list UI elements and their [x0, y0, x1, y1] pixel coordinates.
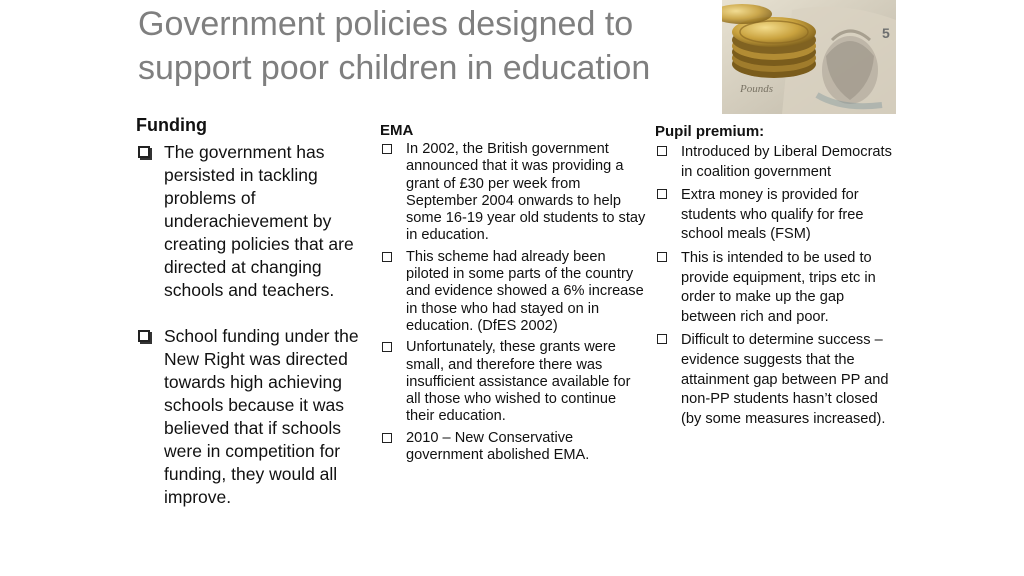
ema-column: [380, 121, 646, 464]
funding-item: [136, 141, 376, 302]
ema-item: [380, 141, 646, 245]
note-text: Pounds: [740, 83, 773, 95]
pupil-premium-item-text: This is intended to be used to provide equipment, trips etc in order to make up the gap between rich and poor.: [681, 249, 876, 325]
square-bullet-icon: [382, 252, 392, 262]
pupil-premium-item: [655, 249, 895, 327]
ema-item-text: 2010 – New Conservative government abolished EMA.: [406, 429, 590, 464]
square-bullet-icon: [657, 334, 667, 344]
ema-item-text: In 2002, the British government announced that it was providing a grant of £30 per week from September 2004 onwards to help some 16-19 year old students to stay in education.: [406, 141, 646, 244]
funding-column: [136, 114, 376, 509]
funding-heading: Funding: [136, 115, 207, 135]
ema-item-text: This scheme had already been piloted in some parts of the country and evidence showed a 6% increase in those who had stayed on in education. (DfES 2002): [406, 248, 644, 334]
square-bullet-icon: [382, 144, 392, 154]
funding-list: [136, 141, 376, 509]
slide-title: Government policies designed to support poor children in education: [138, 5, 651, 87]
money-photo-icon: [722, 0, 896, 114]
square-bullet-icon: [382, 433, 392, 443]
checkbox-bullet-icon: [138, 330, 150, 342]
pupil-premium-column: [655, 122, 895, 429]
ema-item: [380, 339, 646, 425]
pupil-premium-item: [655, 143, 895, 182]
checkbox-bullet-icon: [138, 146, 150, 158]
ema-item: [380, 430, 646, 465]
funding-item-text: The government has persisted in tackling problems of underachievement by creating policies that are directed at changing schools and teachers.: [164, 142, 354, 300]
pupil-premium-item: [655, 331, 895, 429]
square-bullet-icon: [657, 252, 667, 262]
pupil-premium-item: [655, 186, 895, 245]
square-bullet-icon: [382, 342, 392, 352]
pupil-premium-list: [655, 143, 895, 429]
square-bullet-icon: [657, 189, 667, 199]
ema-item: [380, 249, 646, 335]
pupil-premium-item-text: Introduced by Liberal Democrats in coalition government: [681, 144, 892, 180]
money-photo-graphic: [722, 0, 896, 114]
funding-item: [136, 325, 376, 509]
ema-list: [380, 141, 646, 464]
ema-heading: EMA: [380, 122, 414, 139]
pupil-premium-item-text: Difficult to determine success – evidence suggests that the attainment gap between PP and non-PP students hasn’t closed (by some measures increased).: [681, 332, 889, 427]
pupil-premium-item-text: Extra money is provided for students who qualify for free school meals (FSM): [681, 187, 864, 243]
square-bullet-icon: [657, 146, 667, 156]
note-denomination: 5: [882, 25, 890, 41]
ema-item-text: Unfortunately, these grants were small, and therefore there was insufficient assistance available for all those who wished to continue their education.: [406, 339, 631, 425]
funding-item-text: School funding under the New Right was directed towards high achieving schools because it was believed that if schools were in competition for funding, they would all improve.: [164, 326, 359, 507]
pupil-premium-heading: Pupil premium:: [655, 123, 765, 140]
